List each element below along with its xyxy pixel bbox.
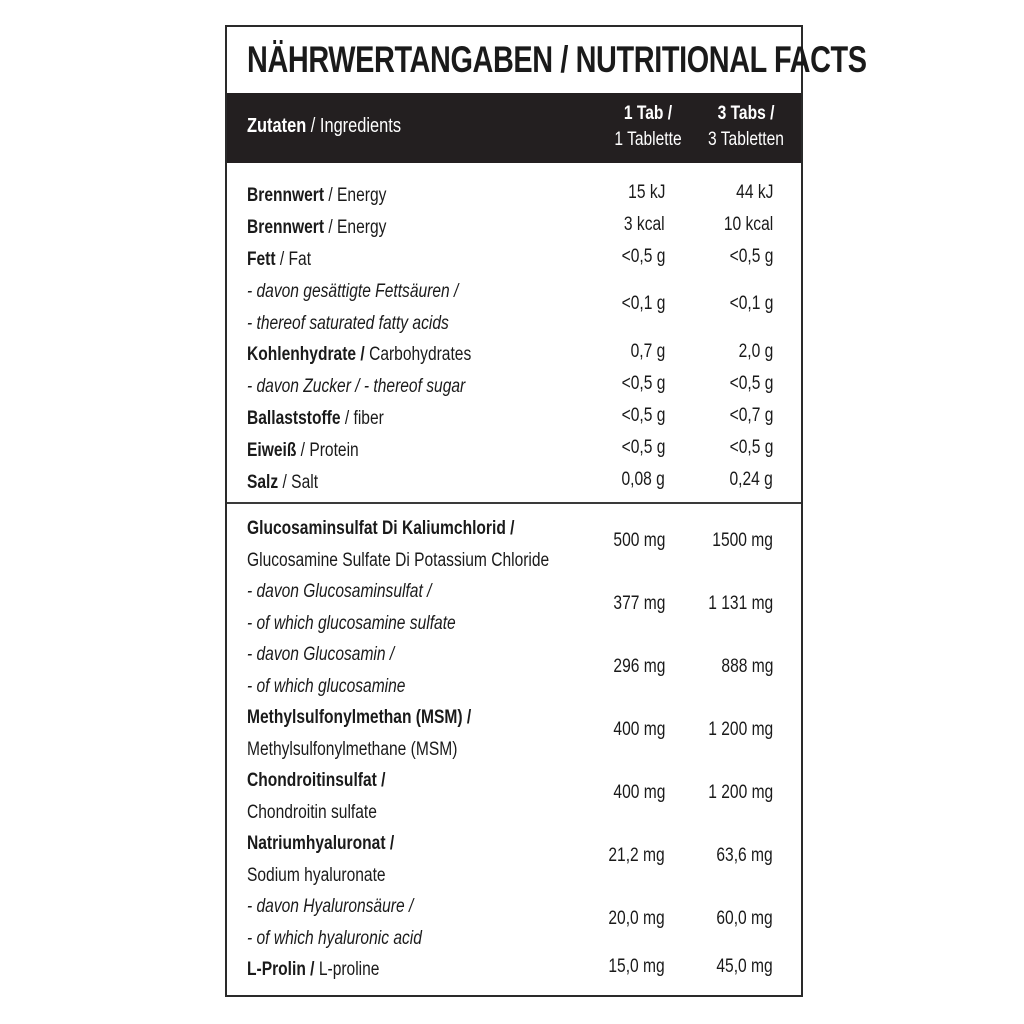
row-label	[247, 371, 465, 403]
value-1tab: <0,1 g	[621, 293, 665, 314]
header-col-3tabs	[701, 101, 791, 153]
label-sub-de: - davon gesättigte Fettsäuren /	[247, 281, 459, 302]
col1-line2: 1 Tablette	[614, 129, 682, 150]
value-1tab: 296 mg	[613, 656, 665, 677]
table-row	[227, 762, 801, 825]
label-de: Kohlenhydrate /	[247, 344, 365, 365]
value-3tabs: 1 200 mg	[708, 719, 773, 740]
value-1tab: 15 kJ	[627, 182, 665, 203]
value-1tab: 377 mg	[613, 593, 665, 614]
actives-section	[227, 510, 801, 983]
header-ingredients	[247, 115, 401, 138]
value-3tabs: 888 mg	[721, 656, 773, 677]
table-row	[227, 368, 801, 400]
label-sub-de: - davon Glucosamin /	[247, 644, 395, 665]
table-row	[227, 636, 801, 699]
table-row	[227, 464, 801, 496]
value-3tabs: 1 200 mg	[708, 782, 773, 803]
table-header	[227, 93, 801, 163]
label-de: Chondroitinsulfat /	[247, 770, 386, 791]
table-row	[227, 699, 801, 762]
value-3tabs: <0,5 g	[729, 246, 773, 267]
value-3tabs: 1 131 mg	[708, 593, 773, 614]
label-sub: - davon Zucker / - thereof sugar	[247, 376, 466, 397]
value-1tab: 21,2 mg	[608, 845, 665, 866]
label-sub-de: - davon Glucosaminsulfat /	[247, 581, 432, 602]
row-label	[247, 180, 386, 212]
row-label	[247, 576, 456, 639]
label-en: Glucosamine Sulfate Di Potassium Chloride	[247, 549, 550, 571]
label-de: Glucosaminsulfat Di Kaliumchlorid /	[247, 518, 515, 539]
table-row	[227, 510, 801, 573]
label-de: Salz	[247, 472, 279, 493]
value-1tab: 15,0 mg	[608, 956, 665, 977]
label-sub-en: - of which glucosamine	[247, 675, 406, 697]
label-en: / Energy	[328, 217, 387, 238]
value-1tab: 400 mg	[613, 719, 665, 740]
title-text: NÄHRWERTANGABEN / NUTRITIONAL FACTS	[247, 39, 867, 80]
nutrition-section	[227, 177, 801, 496]
value-3tabs: <0,5 g	[729, 437, 773, 458]
table-row	[227, 273, 801, 336]
value-3tabs: <0,5 g	[729, 373, 773, 394]
label-de: Brennwert	[247, 185, 325, 206]
label-de: Ballaststoffe	[247, 408, 341, 429]
table-row	[227, 432, 801, 464]
label-de: Fett	[247, 249, 276, 270]
label-en: / Salt	[278, 472, 319, 493]
label-en: / Protein	[296, 440, 359, 461]
label-sub-de: - davon Hyaluronsäure /	[247, 896, 414, 917]
value-1tab: <0,5 g	[621, 405, 665, 426]
row-label	[247, 828, 394, 891]
value-1tab: 500 mg	[613, 530, 665, 551]
row-label	[247, 639, 405, 702]
value-3tabs: 60,0 mg	[716, 908, 773, 929]
table-row	[227, 951, 801, 983]
value-3tabs: 44 kJ	[735, 182, 773, 203]
value-1tab: <0,5 g	[621, 246, 665, 267]
label-en: Methylsulfonylmethane (MSM)	[247, 738, 458, 760]
table-row	[227, 209, 801, 241]
label-en: Carbohydrates	[364, 344, 472, 365]
value-1tab: <0,5 g	[621, 373, 665, 394]
label-de: Natriumhyaluronat /	[247, 833, 395, 854]
row-label	[247, 891, 422, 954]
label-en: / Fat	[275, 249, 312, 270]
row-label	[247, 435, 359, 467]
value-3tabs: <0,7 g	[729, 405, 773, 426]
header-col-1tab	[611, 101, 685, 153]
table-row	[227, 336, 801, 368]
col1-line1: 1 Tab /	[623, 103, 673, 124]
row-label	[247, 765, 385, 828]
value-3tabs: 0,24 g	[729, 469, 773, 490]
label-de: Eiweiß	[247, 440, 297, 461]
value-3tabs: 10 kcal	[723, 214, 773, 235]
row-label	[247, 244, 311, 276]
label-sub-en: - of which hyaluronic acid	[247, 927, 422, 949]
label-en: / Energy	[324, 185, 387, 206]
value-3tabs: <0,1 g	[729, 293, 773, 314]
table-row	[227, 400, 801, 432]
label-en: Chondroitin sulfate	[247, 801, 377, 823]
table-row	[227, 573, 801, 636]
row-label	[247, 339, 471, 371]
row-label	[247, 954, 379, 986]
value-1tab: 3 kcal	[624, 214, 665, 235]
label-de: Brennwert	[247, 217, 329, 238]
table-row	[227, 825, 801, 888]
page-title	[227, 27, 867, 93]
value-3tabs: 45,0 mg	[716, 956, 773, 977]
value-3tabs: 1500 mg	[712, 530, 773, 551]
row-label	[247, 513, 549, 576]
table-row	[227, 888, 801, 951]
row-label	[247, 467, 318, 499]
col2-line1: 3 Tabs /	[717, 103, 775, 124]
row-label	[247, 212, 386, 244]
value-3tabs: 2,0 g	[738, 341, 773, 362]
label-en: / fiber	[340, 408, 384, 429]
header-ingredients-en: / Ingredients	[306, 115, 402, 137]
row-label	[247, 702, 471, 765]
table-row	[227, 241, 801, 273]
label-en: L-proline	[314, 959, 380, 980]
label-sub-en: - thereof saturated fatty acids	[247, 312, 449, 334]
label-en: Sodium hyaluronate	[247, 864, 386, 886]
value-1tab: 20,0 mg	[608, 908, 665, 929]
value-1tab: 400 mg	[613, 782, 665, 803]
value-1tab: <0,5 g	[621, 437, 665, 458]
label-sub-en: - of which glucosamine sulfate	[247, 612, 456, 634]
header-ingredients-de: Zutaten	[247, 115, 307, 137]
label-de: L-Prolin /	[247, 959, 315, 980]
value-1tab: 0,7 g	[630, 341, 665, 362]
nutrition-facts-panel	[225, 25, 867, 997]
row-label	[247, 403, 384, 435]
row-label	[247, 276, 458, 339]
col2-line2: 3 Tabletten	[708, 129, 784, 150]
value-3tabs: 63,6 mg	[716, 845, 773, 866]
value-1tab: 0,08 g	[621, 469, 665, 490]
table-row	[227, 177, 801, 209]
label-de: Methylsulfonylmethan (MSM) /	[247, 707, 472, 728]
section-divider	[227, 502, 801, 504]
